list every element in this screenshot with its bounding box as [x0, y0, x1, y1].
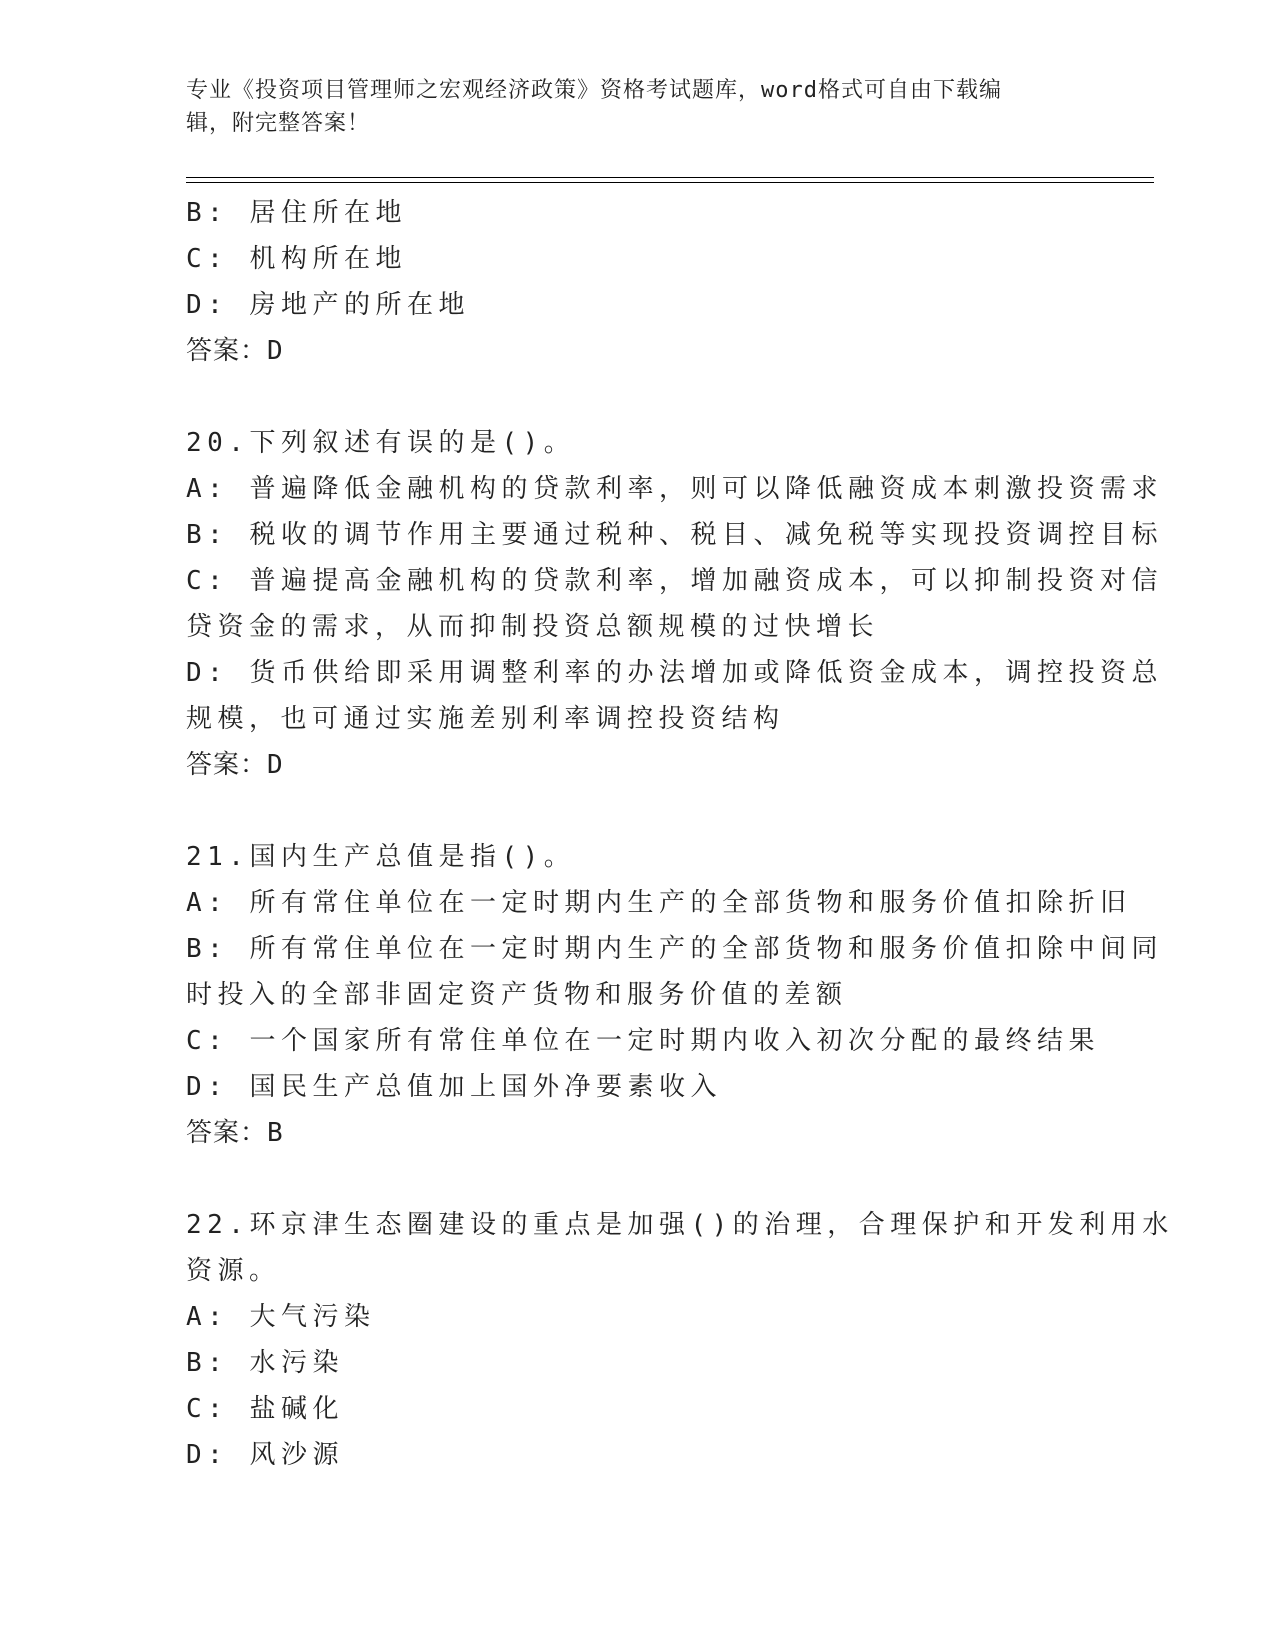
option-c: C: 普遍提高金融机构的贷款利率，增加融资成本，可以抑制投资对信 [186, 566, 1163, 596]
question-block-19-continued [186, 190, 1086, 374]
option-d: D: 房地产的所在地 [186, 290, 470, 320]
answer-line: 答案：D [186, 750, 284, 780]
question-spacer [186, 788, 1086, 834]
option-a: A: 大气污染 [186, 1302, 376, 1332]
option-b: B: 税收的调节作用主要通过税种、税目、减免税等实现投资调控目标 [186, 520, 1163, 550]
answer-line: 答案：D [186, 336, 284, 366]
option-c-continued: 贷资金的需求，从而抑制投资总额规模的过快增长 [186, 612, 880, 642]
option-b: B: 水污染 [186, 1348, 344, 1378]
question-spacer [186, 1156, 1086, 1202]
option-c: C: 一个国家所有常住单位在一定时期内收入初次分配的最终结果 [186, 1026, 1100, 1056]
header-text-line-2: 辑，附完整答案！ [186, 111, 371, 136]
document-header [186, 74, 1066, 140]
question-stem: 21.国内生产总值是指()。 [186, 842, 576, 872]
option-a: A: 所有常住单位在一定时期内生产的全部货物和服务价值扣除折旧 [186, 888, 1132, 918]
option-b-continued: 时投入的全部非固定资产货物和服务价值的差额 [186, 980, 848, 1010]
answer-line: 答案：B [186, 1118, 284, 1148]
question-block-21 [186, 834, 1163, 1156]
question-spacer [186, 374, 1086, 420]
question-list [186, 190, 1174, 1478]
option-d: D: 国民生产总值加上国外净要素收入 [186, 1072, 722, 1102]
option-b: B: 居住所在地 [186, 198, 407, 228]
option-d-continued: 规模，也可通过实施差别利率调控投资结构 [186, 704, 785, 734]
option-c: C: 盐碱化 [186, 1394, 344, 1424]
question-block-22 [186, 1202, 1174, 1478]
option-d: D: 货币供给即采用调整利率的办法增加或降低资金成本，调控投资总 [186, 658, 1163, 688]
header-text-line-1: 专业《投资项目管理师之宏观经济政策》资格考试题库，word格式可自由下载编 [186, 78, 1002, 103]
option-d: D: 风沙源 [186, 1440, 344, 1470]
question-block-20 [186, 420, 1163, 788]
option-a: A: 普遍降低金融机构的贷款利率，则可以降低融资成本刺激投资需求 [186, 474, 1163, 504]
question-stem: 22.环京津生态圈建设的重点是加强()的治理，合理保护和开发利用水 [186, 1210, 1174, 1240]
question-stem: 20.下列叙述有误的是()。 [186, 428, 576, 458]
header-divider-top [186, 177, 1154, 178]
option-c: C: 机构所在地 [186, 244, 407, 274]
question-stem-continued: 资源。 [186, 1256, 281, 1286]
option-b: B: 所有常住单位在一定时期内生产的全部货物和服务价值扣除中间同 [186, 934, 1163, 964]
header-divider-bottom [186, 182, 1154, 183]
